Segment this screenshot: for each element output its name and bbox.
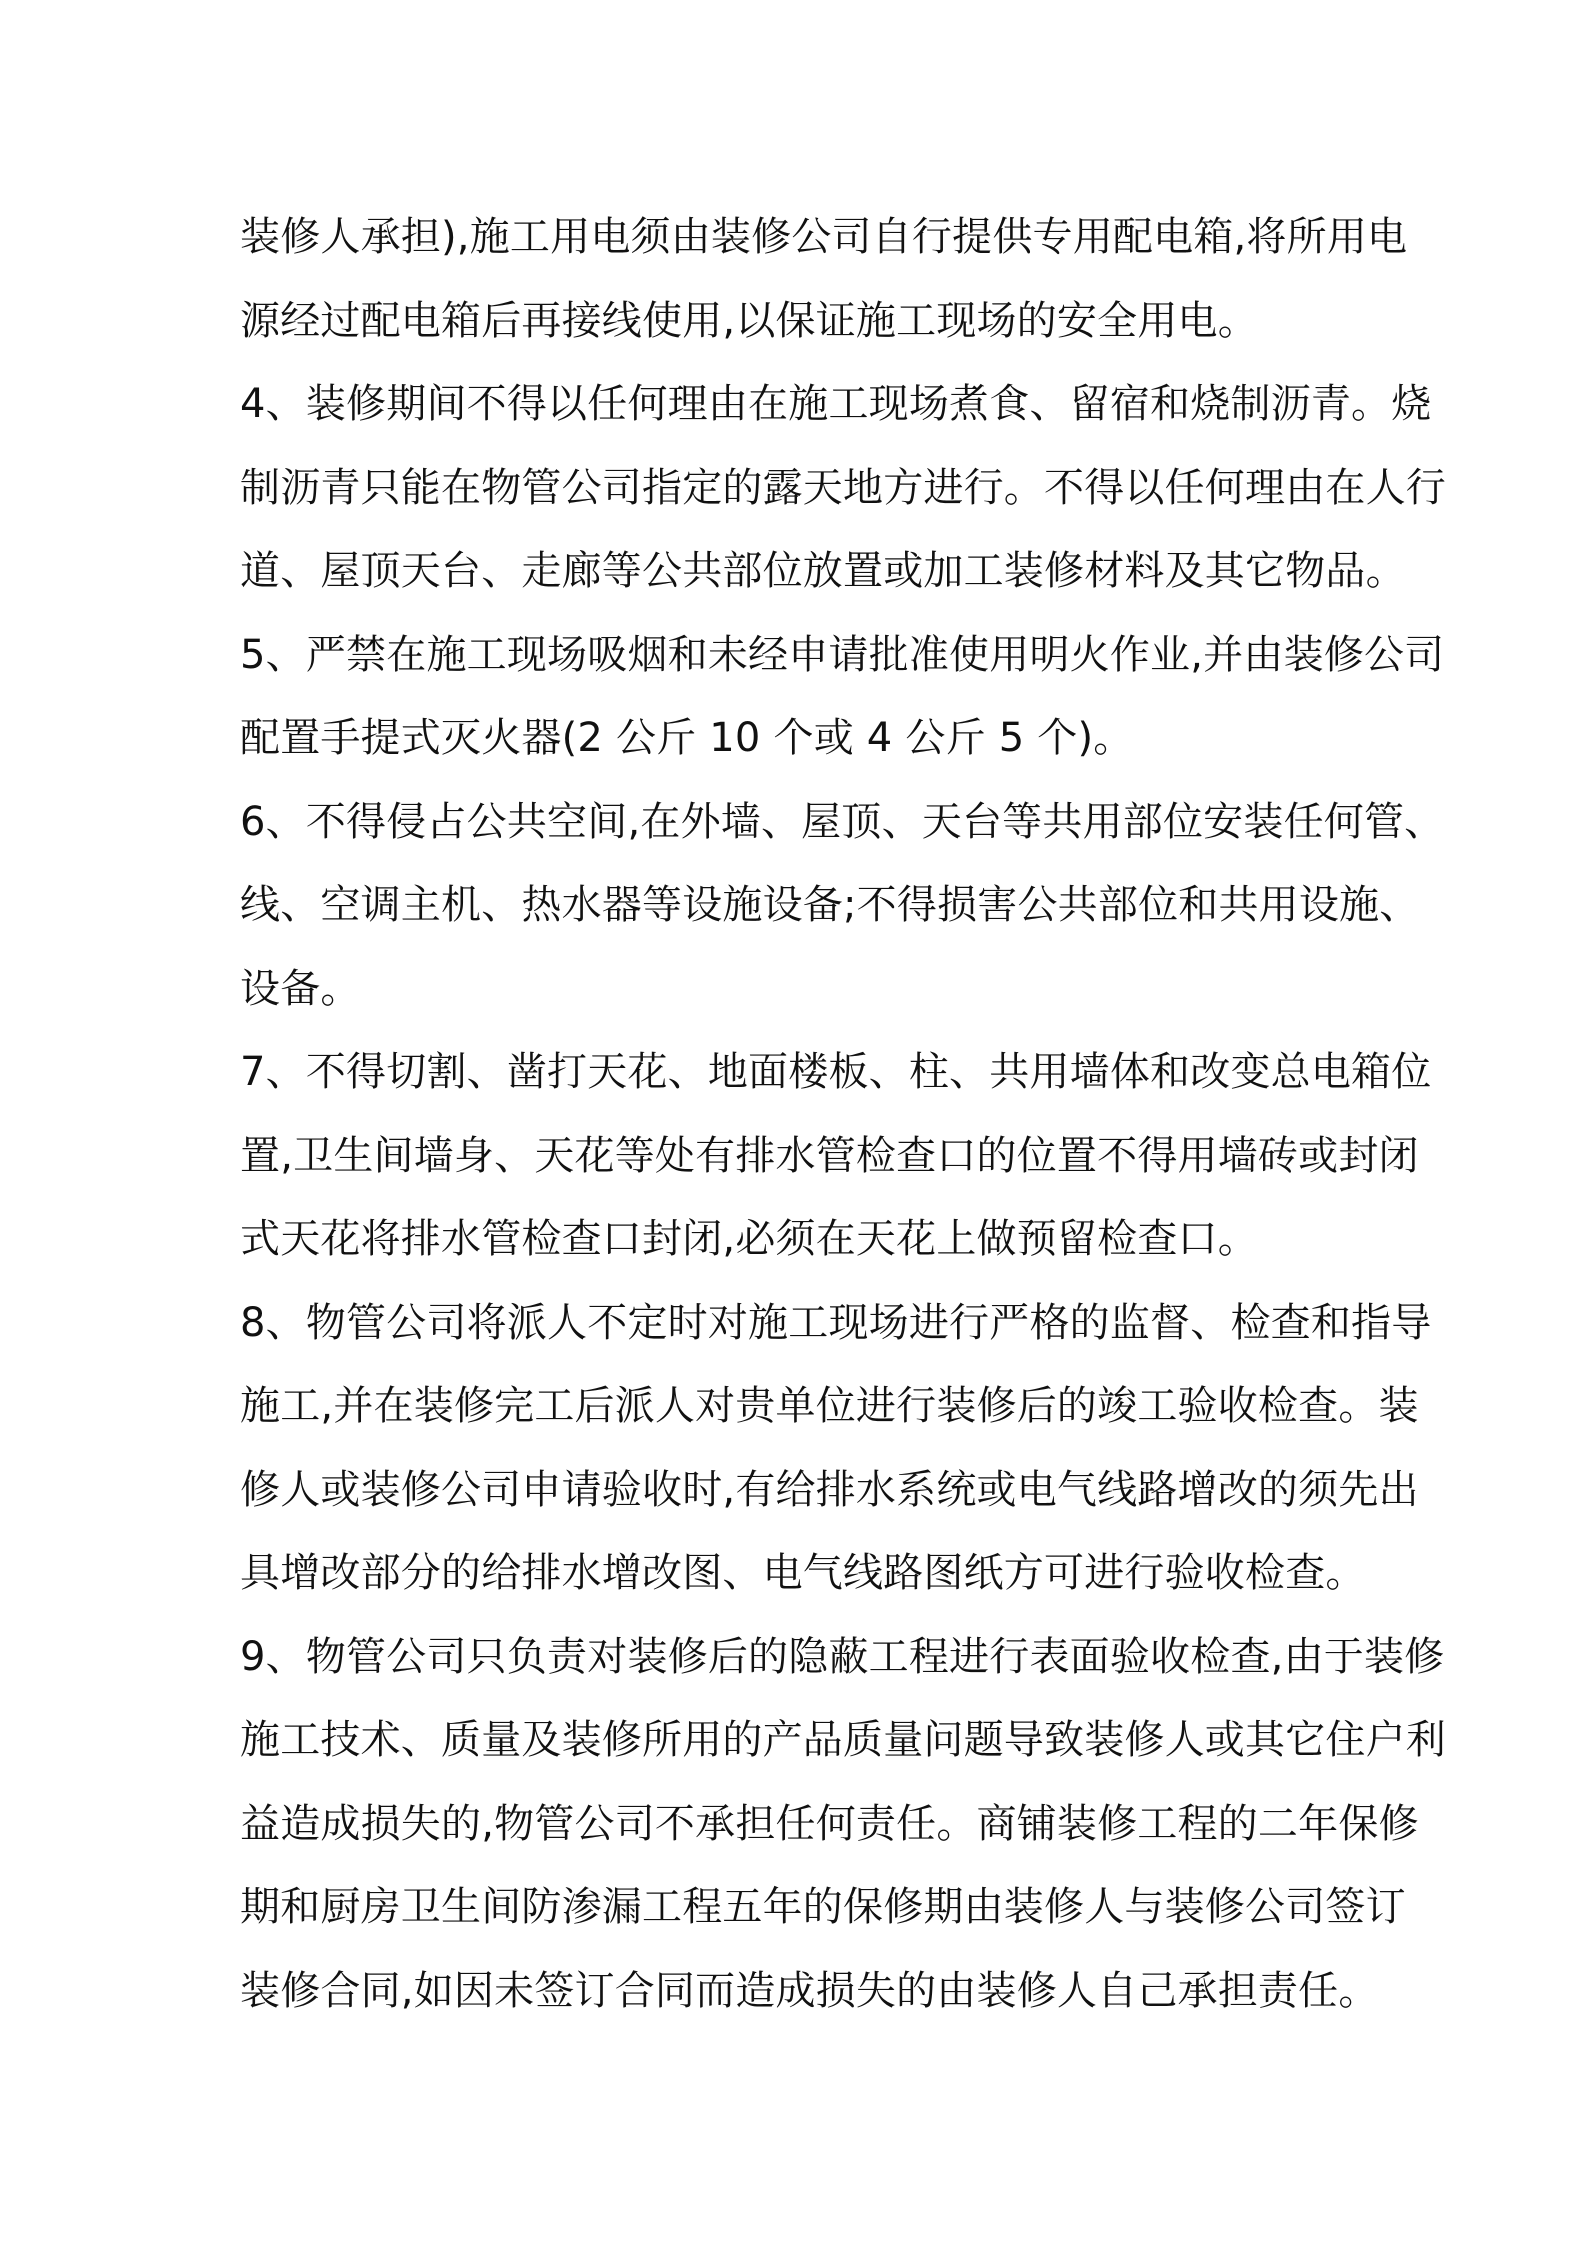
text-line: 益造成损失的,物管公司不承担任何责任。商铺装修工程的二年保修 (240, 1800, 1419, 1847)
text-line: 修人或装修公司申请验收时,有给排水系统或电气线路增改的须先出 (240, 1466, 1419, 1513)
text-line: 置,卫生间墙身、天花等处有排水管检查口的位置不得用墙砖或封闭 (240, 1132, 1419, 1179)
text-line: 配置手提式灭火器(2 公斤 10 个或 4 公斤 5 个)。 (240, 715, 1134, 761)
text-line: 6、不得侵占公共空间,在外墙、屋顶、天台等共用部位安装任何管、 (240, 798, 1445, 845)
text-line: 装修合同,如因未签订合同而造成损失的由装修人自己承担责任。 (240, 1967, 1379, 2014)
text-line: 源经过配电箱后再接线使用,以保证施工现场的安全用电。 (240, 297, 1258, 344)
text-line: 8、物管公司将派人不定时对施工现场进行严格的监督、检查和指导 (240, 1299, 1432, 1346)
text-line: 具增改部分的给排水增改图、电气线路图纸方可进行验收检查。 (240, 1550, 1366, 1596)
text-line: 施工,并在装修完工后派人对贵单位进行装修后的竣工验收检查。装 (240, 1383, 1419, 1429)
document-body (240, 196, 1446, 2033)
text-line: 7、不得切割、凿打天花、地面楼板、柱、共用墙体和改变总电箱位 (240, 1049, 1432, 1095)
text-line: 期和厨房卫生间防渗漏工程五年的保修期由装修人与装修公司签订 (240, 1884, 1406, 1930)
text-line: 4、装修期间不得以任何理由在施工现场煮食、留宿和烧制沥青。烧 (240, 381, 1432, 427)
text-line: 施工技术、质量及装修所用的产品质量问题导致装修人或其它住户利 (240, 1717, 1446, 1763)
text-line: 道、屋顶天台、走廊等公共部位放置或加工装修材料及其它物品。 (240, 548, 1406, 594)
text-line: 制沥青只能在物管公司指定的露天地方进行。不得以任何理由在人行 (240, 464, 1446, 511)
text-line: 5、严禁在施工现场吸烟和未经申请批准使用明火作业,并由装修公司 (240, 631, 1445, 678)
text-line: 线、空调主机、热水器等设施设备;不得损害公共部位和共用设施、 (240, 882, 1420, 928)
text-line: 装修人承担),施工用电须由装修公司自行提供专用配电箱,将所用电 (240, 214, 1408, 260)
text-line: 式天花将排水管检查口封闭,必须在天花上做预留检查口。 (240, 1216, 1258, 1262)
text-line: 9、物管公司只负责对装修后的隐蔽工程进行表面验收检查,由于装修 (240, 1633, 1445, 1680)
text-line: 设备。 (240, 965, 361, 1012)
